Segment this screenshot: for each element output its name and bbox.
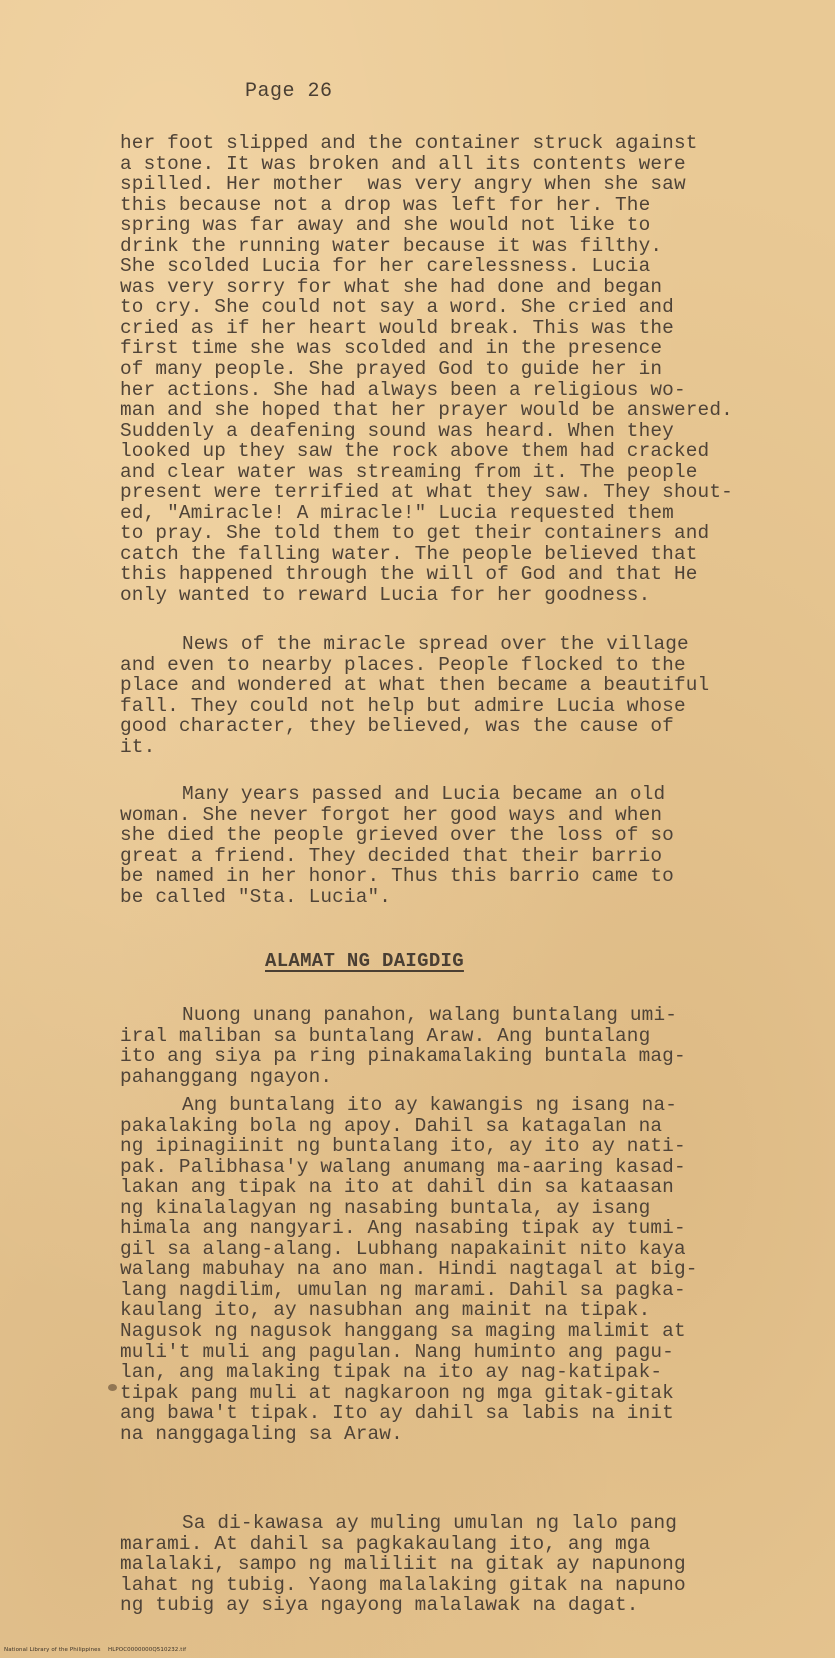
page-number: Page 26 xyxy=(245,80,333,103)
text-line: her foot slipped and the container struck against xyxy=(120,132,698,154)
text-line: ng tubig ay siya ngayong malalawak na dagat. xyxy=(120,1594,639,1617)
text-line: tipak pang muli at nagkaroon ng mga gitak-gitak xyxy=(120,1381,674,1404)
text-line: Suddenly a deafening sound was heard. When they xyxy=(120,419,674,442)
text-line: lakan ang tipak na ito at dahil din sa kataasan xyxy=(120,1176,674,1199)
text-line: Ang buntalang ito ay kawangis ng isang na- xyxy=(182,1094,678,1116)
text-line: ed, "Amiracle! A miracle!" Lucia requested them xyxy=(120,501,674,524)
text-line: catch the falling water. The people believed that xyxy=(120,542,698,565)
text-line: looked up they saw the rock above them had cracked xyxy=(120,440,710,463)
text-line: iral maliban sa buntalang Araw. Ang buntalang xyxy=(120,1024,651,1047)
text-line: cried as if her heart would break. This was the xyxy=(120,316,674,339)
text-line: Nuong unang panahon, walang buntalang umi- xyxy=(182,1004,678,1026)
text-line: gil sa alang-alang. Lubhang napakainit nito kaya xyxy=(120,1237,686,1260)
text-line: fall. They could not help but admire Lucia whose xyxy=(120,694,686,717)
paragraph-1 xyxy=(120,133,820,606)
text-line: it. xyxy=(120,735,156,758)
paragraph-5 xyxy=(120,1095,820,1444)
ink-blot xyxy=(108,1384,117,1391)
text-line: spilled. Her mother was very angry when she saw xyxy=(120,173,686,196)
text-line: drink the running water because it was filthy. xyxy=(120,234,663,257)
text-line: muli't muli ang pagulan. Nang huminto ang pagu- xyxy=(120,1340,674,1363)
text-line: na nanggagaling sa Araw. xyxy=(120,1422,403,1445)
text-line: She scolded Lucia for her carelessness. Lucia xyxy=(120,255,651,278)
paragraph-6 xyxy=(120,1513,820,1616)
paragraph-3 xyxy=(120,784,820,907)
text-line: Sa di-kawasa ay muling umulan ng lalo pang xyxy=(182,1512,678,1534)
text-line: a stone. It was broken and all its contents were xyxy=(120,152,686,175)
text-line: man and she hoped that her prayer would be answered. xyxy=(120,399,733,422)
text-line: marami. At dahil sa pagkakaulang ito, ang mga xyxy=(120,1532,651,1555)
story-title: ALAMAT NG DAIGDIG xyxy=(265,950,464,972)
text-line: to cry. She could not say a word. She cried and xyxy=(120,296,674,319)
text-line: pak. Palibhasa'y walang anumang ma-aaring kasad- xyxy=(120,1155,686,1178)
text-line: this happened through the will of God and that He xyxy=(120,563,698,586)
text-line: News of the miracle spread over the village xyxy=(182,633,689,655)
text-line: present were terrified at what they saw. They shout- xyxy=(120,481,733,504)
text-line: this because not a drop was left for her. The xyxy=(120,193,651,216)
text-line: Many years passed and Lucia became an old xyxy=(182,783,666,805)
text-line: pahanggang ngayon. xyxy=(120,1065,333,1088)
text-line: her actions. She had always been a religious wo- xyxy=(120,378,686,401)
text-line: ang bawa't tipak. Ito ay dahil sa labis na init xyxy=(120,1402,674,1425)
paragraph-2 xyxy=(120,634,820,757)
text-line: malalaki, sampo ng maliliit na gitak ay napunong xyxy=(120,1553,686,1576)
text-line: lang nagdilim, umulan ng marami. Dahil sa pagka- xyxy=(120,1278,686,1301)
text-line: was very sorry for what she had done and began xyxy=(120,275,663,298)
text-line: and clear water was streaming from it. The people xyxy=(120,460,698,483)
text-line: to pray. She told them to get their containers and xyxy=(120,522,710,545)
text-line: of many people. She prayed God to guide her in xyxy=(120,358,663,381)
text-line: great a friend. They decided that their barrio xyxy=(120,844,663,867)
text-line: place and wondered at what then became a beautiful xyxy=(120,674,710,697)
text-line: be called "Sta. Lucia". xyxy=(120,885,392,908)
text-line: lan, ang malaking tipak na ito ay nag-katipak- xyxy=(120,1361,663,1384)
archive-footer: National Library of the Philippines HLPOC0000000Q510232.tif xyxy=(4,1647,187,1653)
text-line: kaulang ito, ay nasubhan ang mainit na tipak. xyxy=(120,1299,651,1322)
paragraph-4 xyxy=(120,1005,820,1087)
text-line: first time she was scolded and in the presence xyxy=(120,337,663,360)
text-line: lahat ng tubig. Yaong malalaking gitak na napuno xyxy=(120,1573,686,1596)
text-line: ng ipinagiinit ng buntalang ito, ay ito ay nati- xyxy=(120,1135,686,1158)
text-line: be named in her honor. Thus this barrio came to xyxy=(120,865,674,888)
text-line: walang mabuhay na ano man. Hindi nagtagal at big- xyxy=(120,1258,698,1281)
text-line: only wanted to reward Lucia for her goodness. xyxy=(120,584,651,607)
text-line: ng kinalalagyan ng nasabing buntala, ay isang xyxy=(120,1196,651,1219)
text-line: she died the people grieved over the loss of so xyxy=(120,824,674,847)
text-line: good character, they believed, was the cause of xyxy=(120,715,674,738)
text-line: pakalaking bola ng apoy. Dahil sa katagalan na xyxy=(120,1114,663,1137)
text-line: himala ang nangyari. Ang nasabing tipak ay tumi- xyxy=(120,1217,686,1240)
text-line: woman. She never forgot her good ways and when xyxy=(120,803,663,826)
text-line: spring was far away and she would not like to xyxy=(120,214,651,237)
text-line: Nagusok ng nagusok hanggang sa maging malimit at xyxy=(120,1320,686,1343)
text-line: and even to nearby places. People flocked to the xyxy=(120,653,686,676)
text-line: ito ang siya pa ring pinakamalaking buntala mag- xyxy=(120,1045,686,1068)
